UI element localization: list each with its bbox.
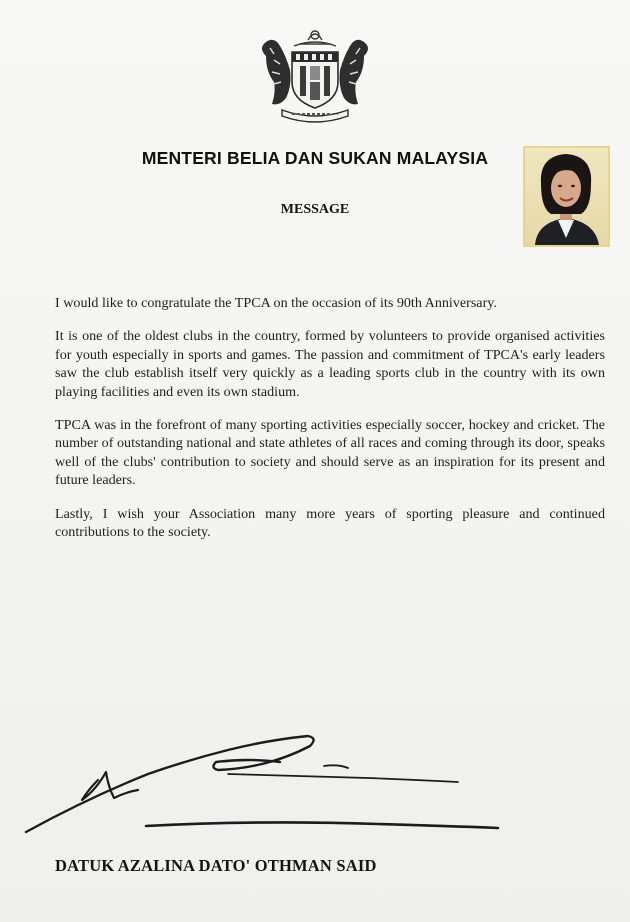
- handwritten-signature-icon: [18, 728, 518, 838]
- minister-portrait-photo: [523, 146, 610, 247]
- signatory-name: DATUK AZALINA DATO' OTHMAN SAID: [55, 856, 377, 875]
- document-type-heading: MESSAGE: [280, 202, 350, 217]
- coat-of-arms-icon: [252, 26, 378, 126]
- ministry-title: MENTERI BELIA DAN SUKAN MALAYSIA: [141, 148, 489, 168]
- message-paragraph: I would like to congratulate the TPCA on the occasion of its 90th Anniversary.: [55, 295, 497, 311]
- message-paragraph: It is one of the oldest clubs in the country, formed by volunteers to provide organised activities for youth especially in sports and games. The passion and commitment of TPCA's early leaders saw the club establish itself very quickly as a leading sports club in the country with its own playing facilities and even its own stadium.: [55, 328, 605, 400]
- message-body: [55, 294, 605, 556]
- message-paragraph: Lastly, I wish your Association many more years of sporting pleasure and continued contributions to the society.: [55, 505, 605, 541]
- message-paragraph: TPCA was in the forefront of many sporting activities especially soccer, hockey and cricket. The number of outstanding national and state athletes of all races and coming through its door, speaks well of the clubs' contribution to society and should serve as an inspiration for its present and future leaders.: [55, 417, 605, 489]
